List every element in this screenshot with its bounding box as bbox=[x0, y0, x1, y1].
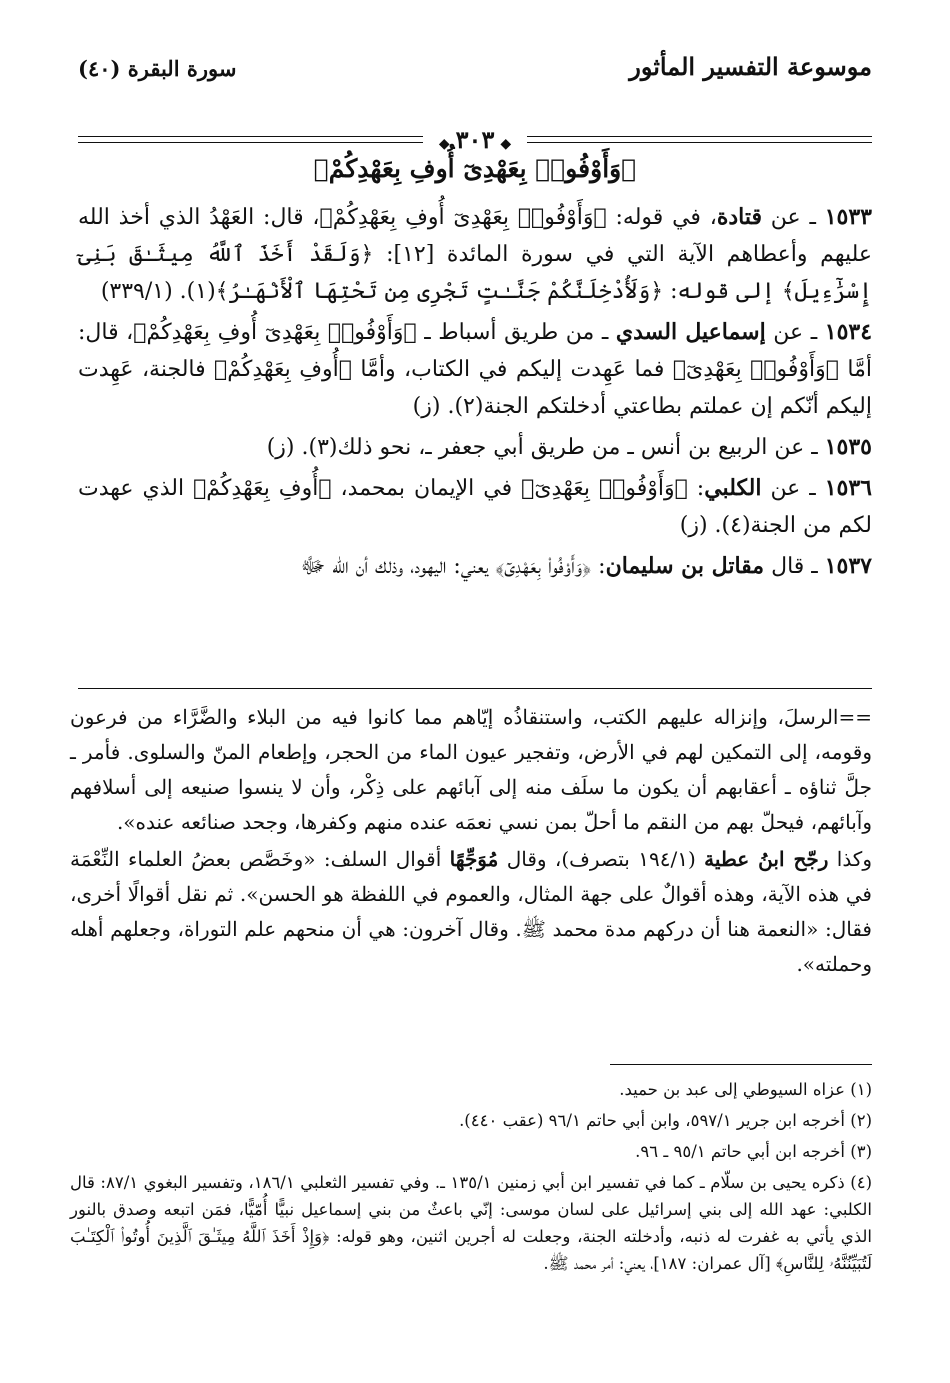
footnote-1: (١) عزاه السيوطي إلى عبد بن حميد. bbox=[619, 1080, 872, 1099]
content-divider bbox=[78, 688, 872, 689]
book-title: موسوعة التفسير المأثور bbox=[629, 52, 872, 81]
commentary-paragraph-2 bbox=[70, 842, 872, 982]
commentary-text: أقوال السلف: «وخَصَّص بعضُ العلماء النِّعْمَة في هذه الآية، وهذه أقوالٌ على جهة المثال، والعموم في اللفظة هو الحسن». ثم نقل أقوالًا أخرى، فقال: «النعمة هنا أن دركهم مدة محمد ﷺ. وقال آخرون: هي أن منحهم علم التوراة، وجعلهم أهله وحملته». bbox=[70, 847, 872, 976]
entry-prefix: ـ عن bbox=[765, 320, 825, 345]
ornament-icon: ◆ bbox=[500, 136, 512, 152]
narrator-name: إسماعيل السدي bbox=[615, 319, 766, 345]
footnote-3: (٣) أخرجه ابن أبي حاتم ٩٥/١ ـ ٩٦. bbox=[635, 1142, 872, 1161]
entry-prefix: ـ عن الربيع بن أنس bbox=[640, 435, 825, 460]
entry-text: ، في قوله: ﴿وَأَوْفُوا۟ بِعَهْدِىٓ أُوفِ بِعَهْدِكُمْ﴾، قال: العَهْدُ الذي أخذ الله عليهم وأعطاهم الآية التي في سورة المائدة [١٢]: ﴿وَلَقَدْ أَخَذَ ٱللَّهُ مِيثَـٰقَ بَنِىٓ إِسْرَٰٓءِيلَ﴾ إلى قوله: ﴿وَلَأُدْخِلَنَّكُمْ جَنَّـٰتٍ تَجْرِى مِن تَحْتِهَا ٱلْأَنْهَـٰرُ﴾(١). (٣٣٩/١) bbox=[78, 205, 873, 304]
ornament-icon: ◆ bbox=[438, 136, 450, 152]
commentary-paragraph-1: ==الرسلَ، وإنزاله عليهم الكتب، واستنقاذُه إيّاهم مما كانوا فيه من البلاء والضَّرَّاء من فرعون وقومه، إلى التمكين لهم في الأرض، وتفجير عيون الماء من الحجر، وإطعام المنّ والسلوى. فأمر ـ جلَّ ثناؤه ـ أعقابهم أن يكون ما سلَف منه إلى آبائهم على ذِكْر، وأن لا ينسوا صنيعه إلى أسلافهم وآبائهم، فيحلّ بهم من النقم ما أحلّ بمن نسي نعمَه عنده منهم وكفرها، وجحد صنائعه عنده». bbox=[70, 705, 872, 834]
entry-1535 bbox=[78, 429, 872, 466]
entry-prefix: ـ عن bbox=[762, 205, 825, 230]
footnote-4: (٤) ذكره يحيى بن سلّام ـ كما في تفسير ابن أبي زمنين ١٣٥/١ ـ. وفي تفسير الثعلبي ١٨٦/١، وتفسير البغوي ٨٧/١: قال الكلبي: عهد الله إلى بني إسرائيل على لسان موسى: إنّي باعثٌ من بني إسماعيل نبيًّا أُمّيًّا، فمَن اتبعه وصدق بالنور الذي يأتي به غفرت له ذنبه، وأدخلته الجنة، وجعلت له أجرين اثنين، وهو قوله: ﴿وَإِذْ أَخَذَ ٱللَّهُ مِيثَـٰقَ ٱلَّذِينَ أُوتُوا۟ ٱلْكِتَـٰبَ لَتُبَيِّنُنَّهُۥ لِلنَّاسِ﴾ [آل عمران: ١٨٧]، يعني: أمر محمد ﷺ. bbox=[70, 1173, 873, 1273]
narrator-name: مقاتل بن سليمان bbox=[605, 553, 765, 579]
entry-number: ١٥٣٧ bbox=[824, 553, 872, 579]
narrator-name: قتادة bbox=[716, 204, 763, 230]
verse-title: ﴿وَأَوْفُوا۟ بِعَهْدِىٓ أُوفِ بِعَهْدِكُمْ﴾ bbox=[313, 154, 637, 183]
page-number-text: ٣٠٣ bbox=[455, 125, 495, 154]
main-content bbox=[78, 150, 872, 589]
commentary-bold: رجّح ابنُ عطية bbox=[704, 847, 829, 871]
entry-text: : ﴿وَأَوْفُوا۟ بِعَهْدِىٓ﴾ يعني: اليهود، وذلك أن الله ﷻ bbox=[300, 554, 606, 579]
surah-label: سورة البقرة (٤٠) bbox=[78, 56, 237, 81]
entry-text: : ﴿وَأَوْفُوا۟ بِعَهْدِىٓ﴾ في الإيمان بمحمد، ﴿أُوفِ بِعَهْدِكُمْ﴾ الذي عهدت لكم من الجنة(٤). (ز) bbox=[78, 476, 872, 538]
footnote-2: (٢) أخرجه ابن جرير ٥٩٧/١، وابن أبي حاتم ٩٦/١ (عقب ٤٤٠). bbox=[459, 1111, 872, 1130]
commentary-text: وكذا bbox=[828, 847, 872, 871]
entry-number: ١٥٣٥ bbox=[824, 434, 872, 460]
page-header bbox=[78, 52, 872, 154]
commentary-bold: مُوَجِّهًا bbox=[449, 847, 499, 871]
entry-number: ١٥٣٦ bbox=[824, 475, 872, 501]
commentary bbox=[70, 700, 872, 984]
entry-1533 bbox=[78, 199, 872, 310]
entry-prefix: ـ قال bbox=[764, 554, 825, 579]
commentary-text: (١٩٤/١ بتصرف)، وقال bbox=[498, 847, 705, 871]
entry-number: ١٥٣٣ bbox=[824, 204, 872, 230]
entry-text: ـ من طريق أسباط ـ ﴿وَأَوْفُوا۟ بِعَهْدِىٓ أُوفِ بِعَهْدِكُمْ﴾، قال: أمَّا ﴿وَأَوْفُوا۟ بِعَهْدِىٓ﴾ فما عَهِدت إليكم في الكتاب، وأمَّا ﴿أُوفِ بِعَهْدِكُمْ﴾ فالجنة، عَهِدت إليكم أنّكم إن عملتم بطاعتي أدخلتكم الجنة(٢). (ز) bbox=[78, 320, 872, 419]
footnote-divider bbox=[610, 1064, 872, 1065]
entry-1536 bbox=[78, 470, 872, 544]
footnotes bbox=[70, 1076, 872, 1281]
entry-1537 bbox=[78, 548, 872, 585]
entry-text: ـ من طريق أبي جعفر ـ، نحو ذلك(٣). (ز) bbox=[266, 435, 641, 460]
entry-prefix: ـ عن bbox=[761, 476, 825, 501]
entry-1534 bbox=[78, 314, 872, 425]
narrator-name: الكلبي bbox=[704, 475, 762, 501]
entry-number: ١٥٣٤ bbox=[824, 319, 873, 345]
